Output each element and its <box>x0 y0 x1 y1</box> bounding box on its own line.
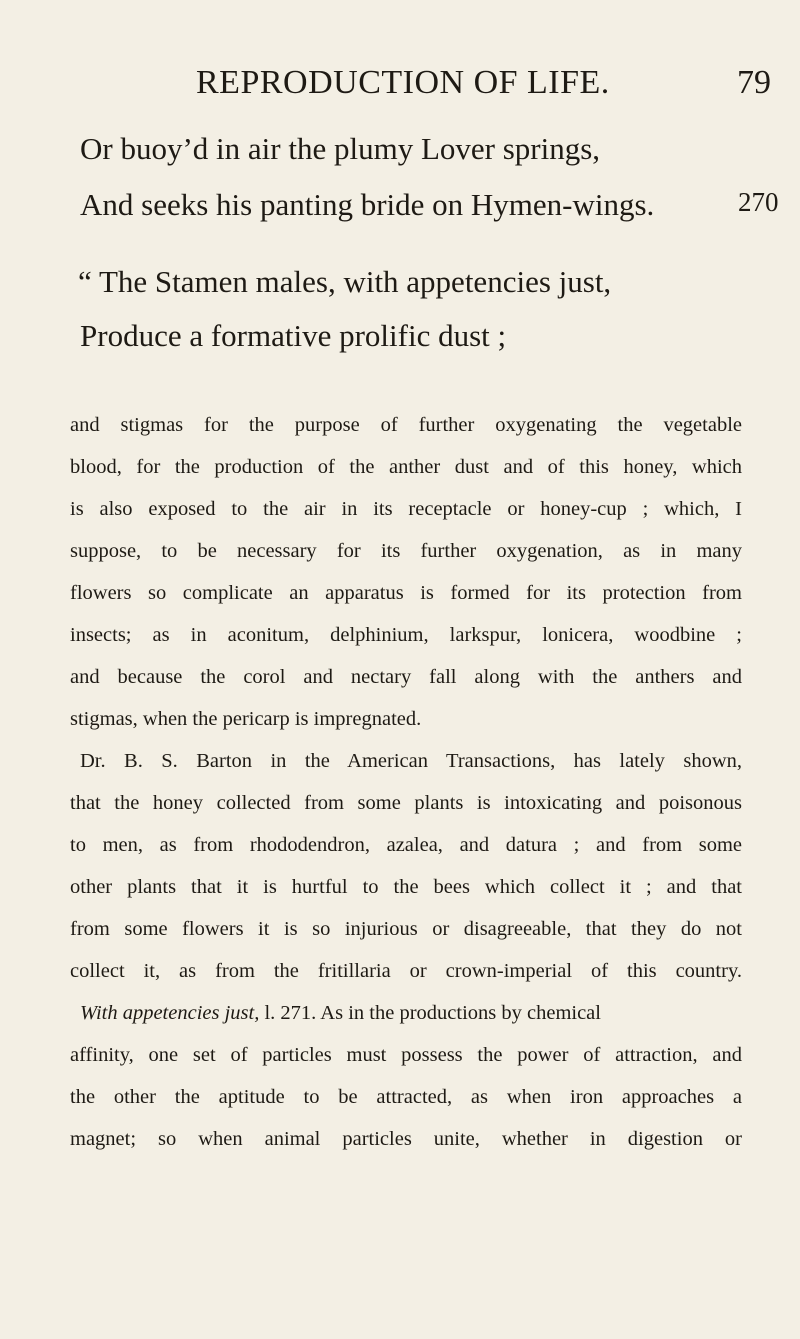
footnote-line: from some flowers it is so injurious or disagreeable, that they do not <box>70 918 742 940</box>
footnote-line: insects; as in aconitum, delphinium, larkspur, lonicera, woodbine ; <box>70 624 742 646</box>
footnote-line: Dr. B. S. Barton in the American Transactions, has lately shown, <box>80 750 742 772</box>
verse-line-text: And seeks his panting bride on Hymen-wings. <box>80 187 655 222</box>
verse-line-text: “ The Stamen males, with appetencies just, <box>78 264 612 299</box>
verse-line-text: Produce a formative prolific dust ; <box>80 318 507 353</box>
footnote-line: other plants that it is hurtful to the bees which collect it ; and that <box>70 876 742 898</box>
footnote-line: the other the aptitude to be attracted, as when iron approaches a <box>70 1086 742 1108</box>
reference-quote: With appetencies just, <box>80 1002 260 1024</box>
page-number: 79 <box>737 64 771 101</box>
footnote-line: is also exposed to the air in its receptacle or honey-cup ; which, I <box>70 498 742 520</box>
footnote-line: and stigmas for the purpose of further oxygenating the vegetable <box>70 414 742 436</box>
verse-line <box>0 318 800 358</box>
verse-line <box>0 264 800 304</box>
footnote-text-run: As in the productions by chemical <box>316 1002 601 1024</box>
reference-line: l. 271. <box>259 1002 317 1024</box>
footnote-line <box>80 998 742 1028</box>
footnote-line: collect it, as from the fritillaria or crown-imperial of this country. <box>70 960 742 982</box>
verse-line-text: Or buoy’d in air the plumy Lover springs, <box>80 131 601 166</box>
footnote-line: suppose, to be necessary for its further oxygenation, as in many <box>70 540 742 562</box>
footnote-line: flowers so complicate an apparatus is formed for its protection from <box>70 582 742 604</box>
footnote-line: magnet; so when animal particles unite, whether in digestion or <box>70 1128 742 1150</box>
footnote-line: blood, for the production of the anther dust and of this honey, which <box>70 456 742 478</box>
line-number: 270 <box>738 187 779 217</box>
running-title: REPRODUCTION OF LIFE. <box>196 64 610 101</box>
footnote-line: that the honey collected from some plants is intoxicating and poisonous <box>70 792 742 814</box>
footnote-line: stigmas, when the pericarp is impregnated. <box>70 708 422 730</box>
running-head <box>0 64 800 104</box>
verse-line <box>0 131 800 171</box>
verse-line <box>0 187 800 227</box>
footnote-line: to men, as from rhododendron, azalea, and datura ; and from some <box>70 834 742 856</box>
footnote-line: affinity, one set of particles must possess the power of attraction, and <box>70 1044 742 1066</box>
footnote-line: and because the corol and nectary fall along with the anthers and <box>70 666 742 688</box>
